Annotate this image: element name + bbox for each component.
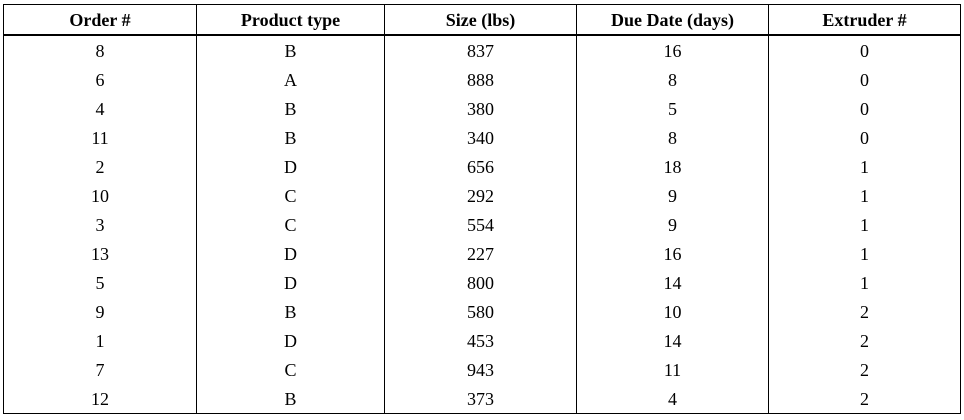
product-type-cell: C: [197, 355, 385, 384]
table-row: [4, 326, 961, 355]
extruder-number-cell: 2: [769, 384, 961, 414]
table-header: [4, 5, 961, 36]
due-date-cell: 14: [577, 326, 769, 355]
order-number-cell: 4: [4, 94, 197, 123]
size-cell: 340: [385, 123, 577, 152]
size-cell: 837: [385, 35, 577, 65]
header-order-number: Order #: [4, 5, 197, 36]
header-due-date: Due Date (days): [577, 5, 769, 36]
due-date-cell: 18: [577, 152, 769, 181]
order-number-cell: 1: [4, 326, 197, 355]
order-number-cell: 11: [4, 123, 197, 152]
extruder-number-cell: 2: [769, 297, 961, 326]
orders-table: [3, 4, 961, 414]
extruder-number-cell: 1: [769, 210, 961, 239]
due-date-cell: 14: [577, 268, 769, 297]
product-type-cell: B: [197, 297, 385, 326]
product-type-cell: B: [197, 123, 385, 152]
product-type-cell: B: [197, 35, 385, 65]
due-date-cell: 11: [577, 355, 769, 384]
due-date-cell: 9: [577, 210, 769, 239]
due-date-cell: 16: [577, 35, 769, 65]
size-cell: 554: [385, 210, 577, 239]
product-type-cell: C: [197, 210, 385, 239]
order-number-cell: 12: [4, 384, 197, 414]
order-number-cell: 7: [4, 355, 197, 384]
product-type-cell: D: [197, 326, 385, 355]
order-number-cell: 10: [4, 181, 197, 210]
size-cell: 380: [385, 94, 577, 123]
extruder-number-cell: 0: [769, 65, 961, 94]
size-cell: 580: [385, 297, 577, 326]
extruder-number-cell: 0: [769, 35, 961, 65]
table-row: [4, 152, 961, 181]
table-row: [4, 181, 961, 210]
extruder-number-cell: 1: [769, 152, 961, 181]
product-type-cell: B: [197, 94, 385, 123]
order-number-cell: 3: [4, 210, 197, 239]
size-cell: 373: [385, 384, 577, 414]
size-cell: 888: [385, 65, 577, 94]
product-type-cell: A: [197, 65, 385, 94]
size-cell: 800: [385, 268, 577, 297]
table-body: [4, 35, 961, 414]
extruder-number-cell: 2: [769, 326, 961, 355]
due-date-cell: 9: [577, 181, 769, 210]
order-number-cell: 9: [4, 297, 197, 326]
header-extruder-number: Extruder #: [769, 5, 961, 36]
order-number-cell: 13: [4, 239, 197, 268]
due-date-cell: 4: [577, 384, 769, 414]
size-cell: 227: [385, 239, 577, 268]
order-number-cell: 5: [4, 268, 197, 297]
table-row: [4, 355, 961, 384]
size-cell: 453: [385, 326, 577, 355]
table-row: [4, 384, 961, 414]
product-type-cell: B: [197, 384, 385, 414]
extruder-number-cell: 1: [769, 181, 961, 210]
table-row: [4, 268, 961, 297]
due-date-cell: 8: [577, 65, 769, 94]
due-date-cell: 8: [577, 123, 769, 152]
table-row: [4, 94, 961, 123]
product-type-cell: D: [197, 239, 385, 268]
table-row: [4, 123, 961, 152]
extruder-number-cell: 0: [769, 123, 961, 152]
product-type-cell: C: [197, 181, 385, 210]
header-size: Size (lbs): [385, 5, 577, 36]
table-row: [4, 297, 961, 326]
order-number-cell: 6: [4, 65, 197, 94]
header-row: [4, 5, 961, 36]
product-type-cell: D: [197, 152, 385, 181]
product-type-cell: D: [197, 268, 385, 297]
table-row: [4, 210, 961, 239]
extruder-number-cell: 2: [769, 355, 961, 384]
size-cell: 656: [385, 152, 577, 181]
order-number-cell: 8: [4, 35, 197, 65]
due-date-cell: 10: [577, 297, 769, 326]
table-row: [4, 239, 961, 268]
due-date-cell: 5: [577, 94, 769, 123]
due-date-cell: 16: [577, 239, 769, 268]
extruder-number-cell: 0: [769, 94, 961, 123]
order-number-cell: 2: [4, 152, 197, 181]
size-cell: 292: [385, 181, 577, 210]
header-product-type: Product type: [197, 5, 385, 36]
table-row: [4, 65, 961, 94]
extruder-number-cell: 1: [769, 239, 961, 268]
size-cell: 943: [385, 355, 577, 384]
extruder-number-cell: 1: [769, 268, 961, 297]
table-row: [4, 35, 961, 65]
